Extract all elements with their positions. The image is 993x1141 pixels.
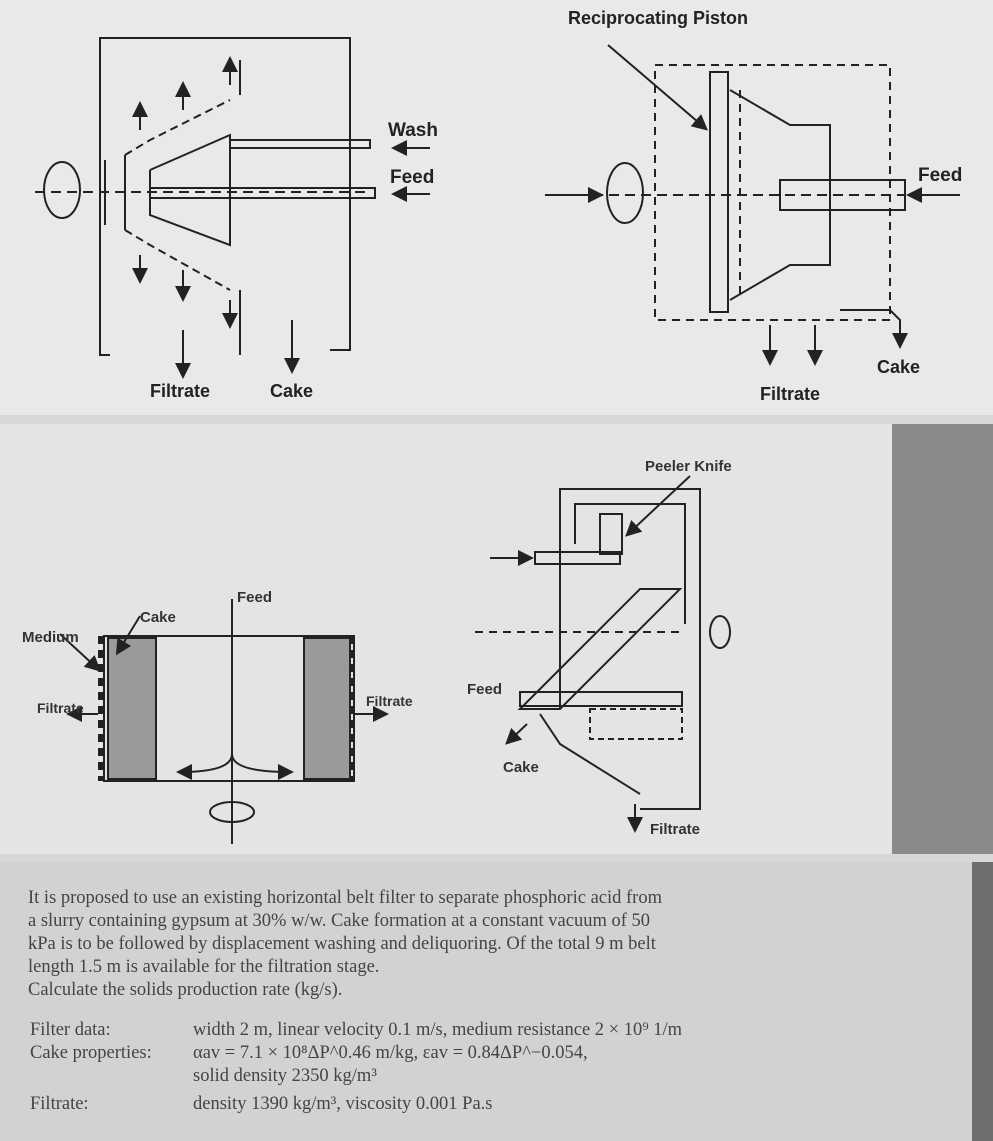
basket-and-peeler-diagrams (0, 424, 993, 854)
wash-label: Wash (388, 120, 438, 141)
filtrate-label-basket-right: Filtrate (366, 693, 413, 709)
feed-label-left: Feed (390, 167, 435, 188)
cake-label-basket: Cake (140, 609, 176, 626)
casing-outline (100, 38, 350, 355)
cake-properties-label: Cake properties: (30, 1043, 152, 1063)
problem-line-2: a slurry containing gypsum at 30% w/w. Cake formation at a constant vacuum of 50 (28, 911, 650, 931)
feed-label-right: Feed (918, 165, 963, 186)
cake-layer-left (108, 638, 156, 779)
problem-question: Calculate the solids production rate (kg/s). (28, 980, 343, 1000)
middle-diagram-panel (0, 424, 993, 854)
medium-label: Medium (22, 629, 79, 646)
cake-label-peeler: Cake (503, 759, 539, 776)
filter-data-label: Filter data: (30, 1020, 111, 1040)
rotation-arrow (44, 162, 80, 218)
peeler-feed-pipe (520, 692, 682, 706)
filtrate-label-peeler: Filtrate (650, 821, 701, 838)
problem-line-3: kPa is to be followed by displacement washing and deliquoring. Of the total 9 m belt (28, 934, 656, 954)
filtrate-label: Filtrate: (30, 1094, 89, 1114)
filtrate-label-basket-left: Filtrate (37, 700, 84, 716)
piston-casing (655, 65, 890, 320)
filtrate-value: density 1390 kg/m³, viscosity 0.001 Pa.s (193, 1094, 493, 1114)
top-diagram-panel (0, 0, 993, 415)
peeler-knife-label: Peeler Knife (645, 458, 732, 475)
problem-line-4: length 1.5 m is available for the filtration stage. (28, 957, 380, 977)
filter-data-value: width 2 m, linear velocity 0.1 m/s, medium resistance 2 × 10⁹ 1/m (193, 1020, 683, 1040)
problem-text (0, 862, 970, 1141)
feed-label-peeler: Feed (467, 681, 503, 698)
piston-plate (710, 72, 728, 312)
cake-layer-right (304, 638, 350, 779)
page-edge-shadow (972, 862, 993, 1141)
cake-label-right: Cake (877, 357, 921, 377)
centrifuge-diagrams (0, 0, 993, 415)
cake-properties-value: αav = 7.1 × 10⁸ΔP^0.46 m/kg, εav = 0.84ΔP^−0.054, (193, 1043, 588, 1063)
problem-panel (0, 862, 993, 1141)
problem-line-1: It is proposed to use an existing horizontal belt filter to separate phosphoric acid from (28, 888, 662, 908)
solid-density-value: solid density 2350 kg/m³ (193, 1066, 377, 1086)
cake-label-left: Cake (270, 381, 314, 401)
cone (150, 135, 230, 245)
feed-label-basket: Feed (237, 589, 273, 606)
filtrate-label-left: Filtrate (150, 381, 211, 401)
piston-label: Reciprocating Piston (568, 8, 749, 28)
filtrate-label-right: Filtrate (760, 384, 821, 404)
